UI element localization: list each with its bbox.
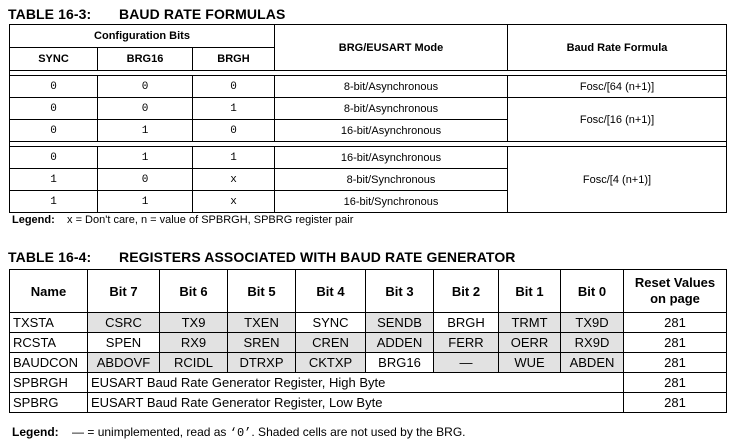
formula-header: Baud Rate Formula <box>508 25 727 71</box>
sync-cell: 0 <box>10 147 98 169</box>
config-bits-header: Configuration Bits <box>10 25 275 48</box>
bit-cell: ABDOVF <box>88 353 160 373</box>
table-row <box>10 147 727 169</box>
brg16-cell: 1 <box>98 191 193 213</box>
reset-header-line2: on page <box>650 291 700 306</box>
table-16-3-heading: BAUD RATE FORMULAS <box>119 6 286 22</box>
brgh-cell: x <box>193 169 275 191</box>
formula-cell: Fosc/[16 (n+1)] <box>508 98 727 142</box>
bit4-header: Bit 4 <box>296 270 366 313</box>
mode-cell: 16-bit/Asynchronous <box>275 147 508 169</box>
bit1-header: Bit 1 <box>499 270 561 313</box>
reset-value: 281 <box>624 333 727 353</box>
table-16-4-heading: REGISTERS ASSOCIATED WITH BAUD RATE GENERATOR <box>119 249 516 265</box>
brgh-cell: x <box>193 191 275 213</box>
brg16-cell: 1 <box>98 120 193 142</box>
baud-rate-formulas-table <box>9 24 727 213</box>
mode-cell: 8-bit/Asynchronous <box>275 76 508 98</box>
bit-cell: SPEN <box>88 333 160 353</box>
bit5-header: Bit 5 <box>228 270 296 313</box>
brgh-cell: 0 <box>193 120 275 142</box>
mode-cell: 8-bit/Synchronous <box>275 169 508 191</box>
bit-cell: SYNC <box>296 313 366 333</box>
bit-cell: ABDEN <box>561 353 624 373</box>
bit6-header: Bit 6 <box>160 270 228 313</box>
bit-cell: DTRXP <box>228 353 296 373</box>
brgh-cell: 1 <box>193 98 275 120</box>
bit2-header: Bit 2 <box>434 270 499 313</box>
table-16-4-legend <box>12 425 466 440</box>
table-row <box>10 76 727 98</box>
bit-cell: RCIDL <box>160 353 228 373</box>
sync-header: SYNC <box>10 48 98 71</box>
bit-cell: TX9D <box>561 313 624 333</box>
sync-cell: 1 <box>10 169 98 191</box>
table-16-3-title <box>8 6 285 22</box>
legend-text-2: . Shaded cells are not used by the BRG. <box>251 425 466 439</box>
brgh-cell: 0 <box>193 76 275 98</box>
bit-cell: TX9 <box>160 313 228 333</box>
register-description: EUSART Baud Rate Generator Register, Low Byte <box>88 393 624 413</box>
reset-header-line1: Reset Values <box>634 275 716 290</box>
bit7-header: Bit 7 <box>88 270 160 313</box>
register-name: SPBRGH <box>10 373 88 393</box>
reset-value: 281 <box>624 353 727 373</box>
brg16-header: BRG16 <box>98 48 193 71</box>
reset-values-header <box>624 270 727 313</box>
mode-cell: 16-bit/Asynchronous <box>275 120 508 142</box>
register-name: SPBRG <box>10 393 88 413</box>
table-16-3-number: TABLE 16-3: <box>8 6 92 22</box>
bit-cell: SREN <box>228 333 296 353</box>
bit-cell: BRG16 <box>366 353 434 373</box>
mode-cell: 16-bit/Synchronous <box>275 191 508 213</box>
register-name: TXSTA <box>10 313 88 333</box>
reset-value: 281 <box>624 313 727 333</box>
bit-cell: CSRC <box>88 313 160 333</box>
formula-cell: Fosc/[64 (n+1)] <box>508 76 727 98</box>
legend-text: x = Don't care, n = value of SPBRGH, SPBRG register pair <box>67 214 354 226</box>
register-name: BAUDCON <box>10 353 88 373</box>
mode-header: BRG/EUSART Mode <box>275 25 508 71</box>
reset-value: 281 <box>624 373 727 393</box>
register-name: RCSTA <box>10 333 88 353</box>
legend-text-1: — = unimplemented, read as <box>72 425 230 439</box>
brg16-cell: 0 <box>98 76 193 98</box>
bit-cell: SENDB <box>366 313 434 333</box>
mode-cell: 8-bit/Asynchronous <box>275 98 508 120</box>
table-row <box>10 333 727 353</box>
brg16-cell: 1 <box>98 147 193 169</box>
reset-value: 281 <box>624 393 727 413</box>
brgh-cell: 1 <box>193 147 275 169</box>
brgh-header: BRGH <box>193 48 275 71</box>
table-16-4-number: TABLE 16-4: <box>8 249 92 265</box>
legend-label: Legend: <box>12 425 59 439</box>
bit-cell: CKTXP <box>296 353 366 373</box>
name-header: Name <box>10 270 88 313</box>
sync-cell: 0 <box>10 120 98 142</box>
formula-cell: Fosc/[4 (n+1)] <box>508 147 727 213</box>
table-row <box>10 393 727 413</box>
brg16-cell: 0 <box>98 98 193 120</box>
table-row <box>10 373 727 393</box>
bit-cell: RX9 <box>160 333 228 353</box>
table-row <box>10 98 727 120</box>
bit-cell: — <box>434 353 499 373</box>
table-16-3-legend <box>12 214 353 226</box>
table-row <box>10 353 727 373</box>
sync-cell: 0 <box>10 76 98 98</box>
bit-cell: BRGH <box>434 313 499 333</box>
bit0-header: Bit 0 <box>561 270 624 313</box>
table-row <box>10 313 727 333</box>
baud-rate-registers-table <box>9 269 727 413</box>
legend-label: Legend: <box>12 214 55 226</box>
bit-cell: WUE <box>499 353 561 373</box>
register-description: EUSART Baud Rate Generator Register, High Byte <box>88 373 624 393</box>
bit-cell: FERR <box>434 333 499 353</box>
sync-cell: 0 <box>10 98 98 120</box>
brg16-cell: 0 <box>98 169 193 191</box>
bit3-header: Bit 3 <box>366 270 434 313</box>
bit-cell: CREN <box>296 333 366 353</box>
legend-code: ‘0’ <box>229 426 252 440</box>
bit-cell: TRMT <box>499 313 561 333</box>
bit-cell: TXEN <box>228 313 296 333</box>
table-16-4-title <box>8 249 516 265</box>
sync-cell: 1 <box>10 191 98 213</box>
bit-cell: RX9D <box>561 333 624 353</box>
bit-cell: OERR <box>499 333 561 353</box>
bit-cell: ADDEN <box>366 333 434 353</box>
